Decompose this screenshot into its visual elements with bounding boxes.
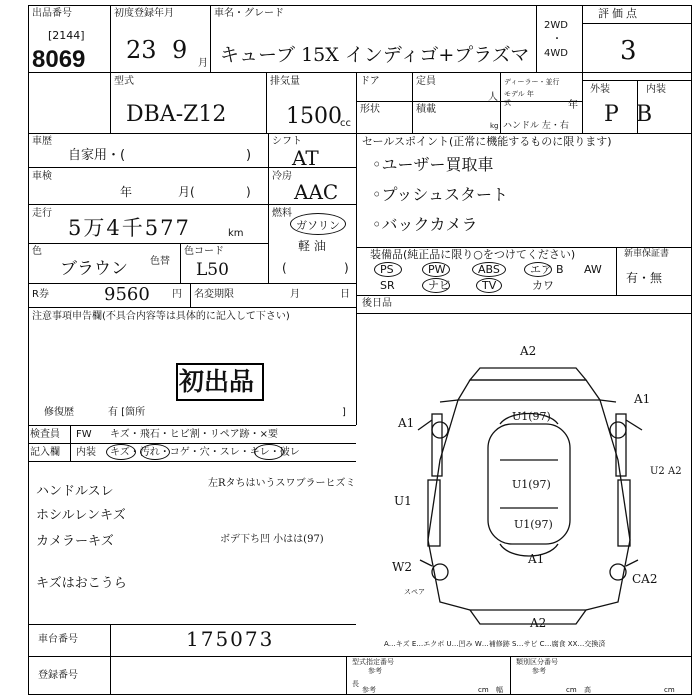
color-label: 色 — [32, 246, 42, 257]
equip-aw: AW — [584, 263, 602, 276]
inspection-close: ) — [246, 185, 251, 199]
lot-code: [2144] — [48, 29, 85, 42]
mark-a1-left: A1 — [398, 416, 415, 430]
inspection-year-unit: 年 — [120, 185, 133, 199]
door-label: ドア — [360, 76, 380, 87]
name-change-month: 月 — [290, 289, 300, 300]
ac-label: 冷房 — [272, 171, 292, 182]
fuel-gasoline: ガソリン — [296, 219, 340, 232]
equip-b: B — [556, 263, 564, 276]
mark-a1-rear: A1 — [528, 552, 545, 566]
shape-label: 形状 — [360, 104, 380, 115]
equip-navi-circle — [422, 278, 450, 293]
repair-label: 修復歴 — [44, 407, 74, 418]
first-reg-month: 9 — [172, 36, 188, 64]
damage-legend: A…キズ E…エクボ U…凹み W…補修跡 S…サビ C…腐食 XX…交換済 — [384, 640, 606, 648]
ac-value: AAC — [294, 180, 339, 204]
load-unit: kg — [490, 122, 499, 130]
sales-point-3: ◦バックカメラ — [372, 215, 478, 234]
mark-a2-top: A2 — [520, 344, 537, 358]
month-unit: 月 — [198, 58, 208, 69]
entry-label: 記入欄 — [30, 447, 60, 458]
color-code-label: 色コード — [184, 246, 224, 257]
remark-2: ホシルレンキズ — [36, 508, 126, 523]
inspector-row1: キズ・飛石・ヒビ割・リペア跡・×要 — [110, 429, 278, 440]
history-value: 自家用・( — [68, 148, 126, 163]
mark-u1-roof: U1(97) — [512, 410, 551, 423]
interior-value: B — [636, 102, 653, 127]
rear-seat-label: 後日品 — [362, 298, 392, 309]
name-change-label: 名変期限 — [194, 289, 234, 300]
model-grade-label: 車名・グレード — [214, 8, 284, 19]
equip-abs-circle — [472, 262, 506, 277]
inspection-label: 車検 — [32, 171, 52, 182]
class-num-label: 類別区分番号 — [516, 658, 558, 666]
equip-tv: TV — [482, 279, 497, 292]
mark-w2: W2 — [392, 560, 412, 574]
mark-a2-bottom: A2 — [530, 616, 547, 630]
class-num-ref: 参考 — [532, 667, 546, 675]
mileage-value: 5万4千577 — [68, 216, 191, 240]
name-change-day: 日 — [340, 289, 350, 300]
length-label: 長 — [352, 680, 359, 688]
capacity-label: 定員 — [416, 76, 436, 87]
warranty-label: 新車保証書 — [624, 249, 670, 259]
height-label: 高 — [584, 686, 591, 694]
height-unit: cm — [664, 686, 675, 694]
mark-a1-right: A1 — [634, 392, 651, 406]
drive-4wd: 4WD — [544, 48, 568, 59]
fuel-paren-open: ( — [282, 261, 287, 275]
displacement-value: 1500 — [286, 104, 342, 129]
equipment-title: 装備品(純正品に限り○をつけてください) — [370, 248, 576, 261]
inspection-month-unit: 月( — [178, 185, 195, 199]
chassis-value: 175073 — [186, 627, 275, 651]
fuel-gasoline-circle — [290, 213, 346, 235]
reg-label: 登録番号 — [38, 670, 78, 681]
lot-label: 出品番号 — [32, 8, 72, 19]
model-type-value: DBA-Z12 — [126, 102, 227, 127]
history-label: 車歴 — [32, 136, 52, 147]
fuel-paren-close: ) — [344, 261, 349, 275]
model-grade-value: キューブ 15X インディゴ+プラズマ — [220, 44, 530, 66]
mileage-label: 走行 — [32, 208, 52, 219]
exterior-label: 外装 — [590, 84, 610, 95]
mileage-unit: km — [228, 228, 244, 239]
equip-pw: PW — [428, 263, 446, 276]
model-year-label: モデル 年式 — [504, 90, 534, 107]
rating-value: 3 — [620, 36, 637, 66]
equip-air-circle — [524, 262, 552, 277]
length-unit: cm — [478, 686, 489, 694]
remark-4: キズはおこうら — [36, 576, 127, 591]
chassis-label: 車台番号 — [38, 634, 78, 645]
color-code-value: L50 — [196, 260, 229, 280]
equip-leather: カワ — [532, 279, 554, 292]
recycle-unit: 円 — [172, 289, 182, 300]
ref-label-2: 参考 — [362, 686, 376, 694]
remark-5: 左Rタちはいうスワブラーヒズミ — [208, 478, 356, 489]
fw-label: FW — [76, 429, 92, 440]
remark-6: ボデ下ち凹 小はは(97) — [220, 534, 324, 545]
width-label: 幅 — [496, 686, 503, 694]
interior-row-label: 内装 — [76, 447, 96, 458]
inspector-row2: キズ・汚れ・コゲ・穴・スレ・キレ・破レ — [110, 447, 300, 458]
recycle-value: 9560 — [104, 284, 150, 305]
dirt-circle — [140, 444, 170, 460]
rub-circle — [254, 444, 284, 460]
warranty-value: 有・無 — [626, 271, 663, 285]
scratch-circle — [106, 444, 136, 460]
drive-2wd: 2WD — [544, 20, 568, 31]
color-swap-label: 色替 — [150, 256, 170, 267]
fuel-diesel: 軽 油 — [298, 239, 326, 253]
year-unit: 年 — [568, 100, 578, 111]
equip-pw-circle — [422, 262, 450, 277]
type-num-label: 型式指定番号 — [352, 658, 394, 666]
dealer-label: ディーラー・並行 — [504, 78, 560, 86]
interior-label: 内装 — [646, 84, 666, 95]
mark-u2-a2-right: U2 A2 — [650, 466, 682, 477]
fuel-label: 燃料 — [272, 208, 292, 219]
displacement-label: 排気量 — [270, 76, 300, 87]
repair-close: ] — [342, 407, 346, 418]
lot-number: 8069 — [32, 46, 86, 73]
first-listing-stamp-text: 初出品 — [179, 367, 255, 396]
rating-label: 評価点 — [598, 7, 640, 20]
equip-ps: PS — [380, 263, 394, 276]
sales-point-2: ◦プッシュスタート — [372, 185, 508, 204]
notes-title: 注意事項申告欄(不具合内容等は具体的に記入して下さい) — [32, 311, 290, 322]
mark-ca2: CA2 — [632, 572, 658, 586]
equip-ps-circle — [374, 262, 402, 277]
sales-title: セールスポイント(正常に機能するものに限ります) — [362, 135, 612, 148]
type-num-ref: 参考 — [368, 667, 382, 675]
sales-point-1: ◦ユーザー買取車 — [372, 155, 494, 174]
equip-abs: ABS — [478, 263, 500, 276]
mark-u1-left: U1 — [394, 494, 412, 508]
repair-value: 有 [箇所 — [108, 407, 146, 418]
inspector-label: 検査員 — [30, 429, 60, 440]
equip-navi: ナビ — [428, 279, 450, 292]
mark-u1-center: U1(97) — [512, 478, 551, 491]
exterior-value: P — [604, 102, 619, 127]
displacement-unit: cc — [340, 118, 351, 129]
shift-value: AT — [292, 146, 319, 170]
shift-label: シフト — [272, 136, 302, 147]
color-value: ブラウン — [60, 259, 128, 279]
equip-air: エア — [530, 263, 552, 276]
capacity-unit: 人 — [488, 92, 498, 103]
model-type-label: 型式 — [114, 76, 134, 87]
remark-3: カメラーキズ — [36, 534, 114, 549]
drive-dot: ・ — [552, 34, 562, 45]
width-unit: cm — [566, 686, 577, 694]
spare-label: スペア — [404, 588, 425, 596]
history-close: ) — [246, 148, 252, 163]
remark-1: ハンドルスレ — [36, 484, 114, 499]
load-label: 積載 — [416, 104, 436, 115]
first-reg-year: 23 — [126, 36, 157, 64]
equip-sr: SR — [380, 279, 395, 292]
recycle-label: R券 — [32, 289, 49, 300]
first-reg-label: 初度登録年月 — [114, 8, 174, 19]
handle-label: ハンドル 左・右 — [503, 121, 569, 131]
mark-u1-rear: U1(97) — [514, 518, 553, 531]
equip-tv-circle — [476, 278, 502, 293]
